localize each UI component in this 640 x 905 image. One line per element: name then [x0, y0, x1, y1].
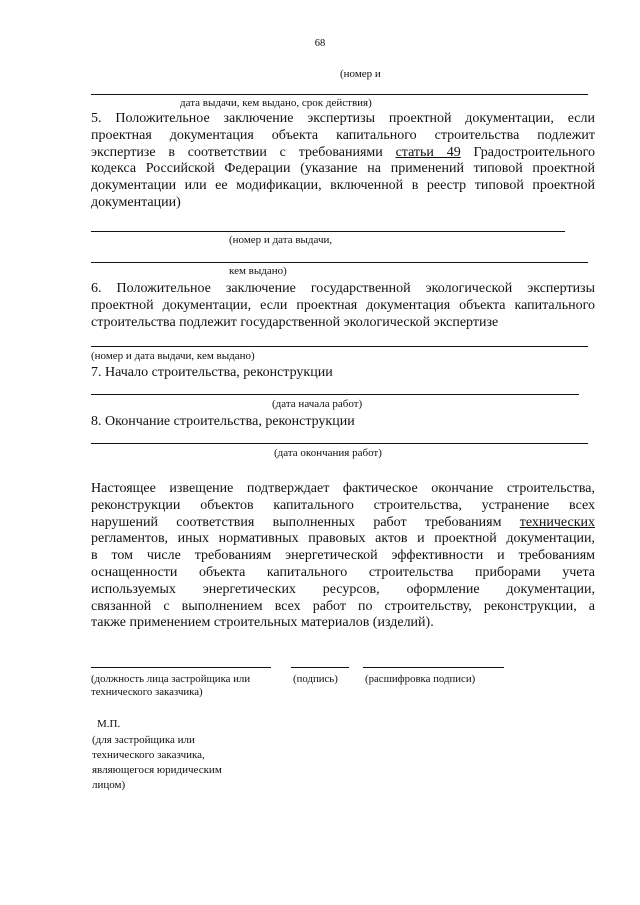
decode-label: (расшифровка подписи)	[365, 673, 476, 685]
statement-line: Настоящее извещение подтверждает фактическое окончание строительства,	[91, 481, 595, 496]
position-label-1: (должность лица застройщика или	[91, 673, 251, 685]
statement-line: связанной с выполнением всех работ по строительству, реконструкции, а	[91, 598, 595, 614]
statement-line: оснащенности объекта капитального строительства приборами учета	[91, 564, 595, 580]
statement-line: нарушений соответствия выполненных работ требованиям технических	[91, 514, 595, 530]
fill-line	[91, 94, 588, 95]
statement-line: в том числе требованиям энергетической эффективности и требованиям	[91, 548, 595, 564]
section-6	[91, 281, 595, 331]
section-6-caption: (номер и дата выдачи, кем выдано)	[91, 350, 255, 362]
section-6-line: строительства подлежит государственной экологической экспертизе	[91, 314, 499, 330]
section-5-line: документации)	[91, 194, 181, 210]
section-5-line: экспертизе в соответствии с требованиями статьи 49 Градостроительного	[91, 144, 595, 160]
section-8-caption: (дата окончания работ)	[274, 447, 382, 459]
section-5	[91, 111, 595, 212]
stamp-note-line: (для застройщика или	[92, 734, 195, 746]
fill-line	[91, 262, 588, 263]
fill-line	[91, 231, 565, 232]
stamp-note-line: являющегося юридическим	[92, 764, 222, 776]
section-5-line: проектная документация объекта капитального строительства подлежит	[91, 127, 595, 143]
statement-line: регламентов, иных нормативных правовых актов и проектной документации,	[91, 531, 595, 547]
section-5-line: кодекса Российской Федерации (указание на применений типовой проектной	[91, 161, 595, 177]
section-8-title: 8. Окончание строительства, реконструкции	[91, 414, 355, 429]
fill-line	[91, 394, 579, 395]
decode-fill-line	[363, 667, 504, 668]
section-5-caption-2: кем выдано)	[229, 265, 287, 277]
position-fill-line	[91, 667, 271, 668]
stamp-note-line: технического заказчика,	[92, 749, 205, 761]
law-article-link[interactable]: статьи 49	[395, 144, 461, 160]
statement-line: реконструкции объектов капитального строительства, устранение всех	[91, 497, 595, 513]
section-5-line: документации или ее модификации, включенной в реестр типовой проектной	[91, 178, 595, 194]
section-7-caption: (дата начала работ)	[272, 398, 363, 410]
signature-label: (подпись)	[293, 673, 338, 685]
signature-fill-line	[291, 667, 349, 668]
statement-line: также применением строительных материалов (изделий).	[91, 615, 434, 631]
stamp-label: М.П.	[97, 718, 121, 730]
technical-regulations-link[interactable]: технических	[519, 514, 595, 530]
caption-number-top: (номер и	[340, 68, 381, 80]
statement-line: используемых энергетических ресурсов, оформление документации,	[91, 581, 595, 597]
section-5-caption-1: (номер и дата выдачи,	[229, 234, 333, 246]
section-7-title: 7. Начало строительства, реконструкции	[91, 365, 333, 380]
section-6-line: проектной документации, если проектная документация объекта капитального	[91, 297, 595, 313]
caption-issue-line: дата выдачи, кем выдано, срок действия)	[180, 97, 372, 109]
statement-paragraph	[91, 481, 595, 632]
position-label-2: технического заказчика)	[91, 686, 203, 698]
section-6-line: 6. Положительное заключение государственной экологической экспертизы	[91, 281, 595, 296]
stamp-note-line: лицом)	[92, 779, 126, 791]
fill-line	[91, 346, 588, 347]
page-number: 68	[314, 38, 326, 49]
fill-line	[91, 443, 588, 444]
section-5-line: 5. Положительное заключение экспертизы проектной документации, если	[91, 111, 595, 126]
